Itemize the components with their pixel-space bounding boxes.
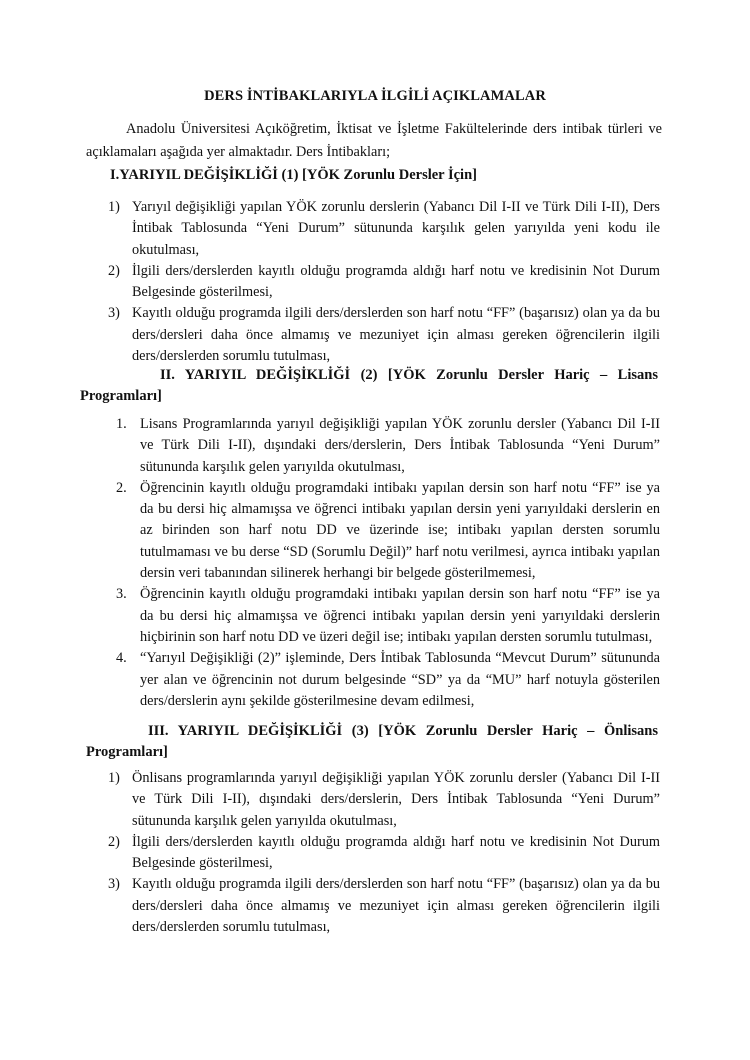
list-item-number: 1) [108,199,120,215]
list-item-number: 2) [108,262,120,279]
list-item [116,648,660,712]
list-item [108,261,660,304]
list-item-text: İlgili ders/derslerden kayıtlı olduğu programda aldığı harf notu ve kredisinin Not Durum Belgesinde gösterilmesi, [132,833,660,872]
list-item [116,584,660,648]
intro-paragraph: Anadolu Üniversitesi Açıköğretim, İktisat ve İşletme Fakültelerinde ders intibak türleri ve açıklamaları aşağıda yer almaktadır. Ders İntibakları; [86,121,662,160]
list-item-text: Önlisans programlarında yarıyıl değişikliği yapılan YÖK zorunlu dersler (Yabancı Dil I-II ve Türk Dili I-II), dışındaki ders/derslerin, Ders İntibak Tablosunda “Yeni Durum” sütununda karşılık gelen yarıyılda okutulması, [132,770,660,829]
list-item-text: Kayıtlı olduğu programda ilgili ders/derslerden son harf notu “FF” (başarısız) olan ya da bu ders/dersleri daha önce almamış ve mezuniyet için alması gereken öğrencilerin ilgili ders/derslerden sorumlu tutulması, [132,305,660,365]
list-item [108,768,660,832]
list-item-text: İlgili ders/derslerden kayıtlı olduğu programda aldığı harf notu ve kredisinin Not Durum Belgesinde gösterilmesi, [132,262,660,301]
list-item [108,303,660,367]
list-item-text: Yarıyıl değişikliği yapılan YÖK zorunlu derslerin (Yabancı Dil I-II ve Türk Dili I-II), Ders İntibak Tablosunda “Yeni Durum” sütununda karşılık gelen yarıyılda yeni kodu ile okutulması, [132,199,660,258]
section-2-list [116,414,660,712]
list-item-number: 2. [116,479,127,496]
list-item-text: Lisans Programlarında yarıyıl değişikliği yapılan YÖK zorunlu dersler (Yabancı Dil I-II ve Türk Dili I-II), dışındaki ders/derslerin, Ders İntibak Tablosunda “Yeni Durum” sütununda karşılık gelen yarıyılda okutulması, [140,416,660,475]
list-item [108,197,660,261]
list-item-text: Öğrencinin kayıtlı olduğu programdaki intibakı yapılan dersin son harf notu “FF” ise ya da bu dersi hiç almamışsa ve öğrenci intibakı yapılan dersin yeni yarıyıldaki derslerin en az birinden son harf notu DD ve üzerinde ise; intibakı yapılan dersten sorumlu tutulmaması ve bu derse “SD (Sorumlu Değil)” harf notu verilmesi, ayrıca intibakı yapılan dersin veri tabanından silinerek herhangi bir belgede gösterilmemesi, [140,479,660,582]
list-item-number: 3. [116,586,127,603]
list-item-number: 4. [116,650,127,667]
section-2-heading: II. YARIYIL DEĞİŞİKLİĞİ (2) [YÖK Zorunlu Dersler Hariç – Lisans Programları] [80,367,658,404]
list-item [108,832,660,875]
list-item-number: 3) [108,305,120,322]
list-item-text: “Yarıyıl Değişikliği (2)” işleminde, Ders İntibak Tablosunda “Mevcut Durum” sütununda yer alan ve öğrencinin not durum belgesinde “SD” ya da “MU” harf notuyla gösterilen ders/derslerin aynı şekilde gösterilmesine devam edilmesi, [140,650,660,709]
section-1-heading: I.YARIYIL DEĞİŞİKLİĞİ (1) [YÖK Zorunlu Dersler İçin] [110,167,477,183]
section-1-list [108,197,660,367]
list-item-text: Kayıtlı olduğu programda ilgili ders/derslerden son harf notu “FF” (başarısız) olan ya da bu ders/dersleri daha önce almamış ve mezuniyet için alması gereken öğrencilerin ilgili ders/derslerden sorumlu tutulması, [132,876,660,936]
list-item-number: 3) [108,876,120,893]
section-3-list [108,768,660,938]
list-item-number: 2) [108,833,120,850]
list-item-number: 1. [116,416,127,432]
document-title: DERS İNTİBAKLARIYLA İLGİLİ AÇIKLAMALAR [204,88,546,104]
section-3-heading: III. YARIYIL DEĞİŞİKLİĞİ (3) [YÖK Zorunlu Dersler Hariç – Önlisans Programları] [86,723,658,760]
list-item-text: Öğrencinin kayıtlı olduğu programdaki intibakı yapılan dersin son harf notu “FF” ise ya da bu dersi hiç almamışsa ve öğrenci intibakı yapılan dersin yeni yarıyıldaki derslerin hiçbirinin son harf notu DD ve üzeri değil ise; intibakı yapılan dersten sorumlu tutulması, [140,586,660,645]
list-item [108,874,660,938]
list-item [116,478,660,584]
list-item-number: 1) [108,770,120,786]
list-item [116,414,660,478]
